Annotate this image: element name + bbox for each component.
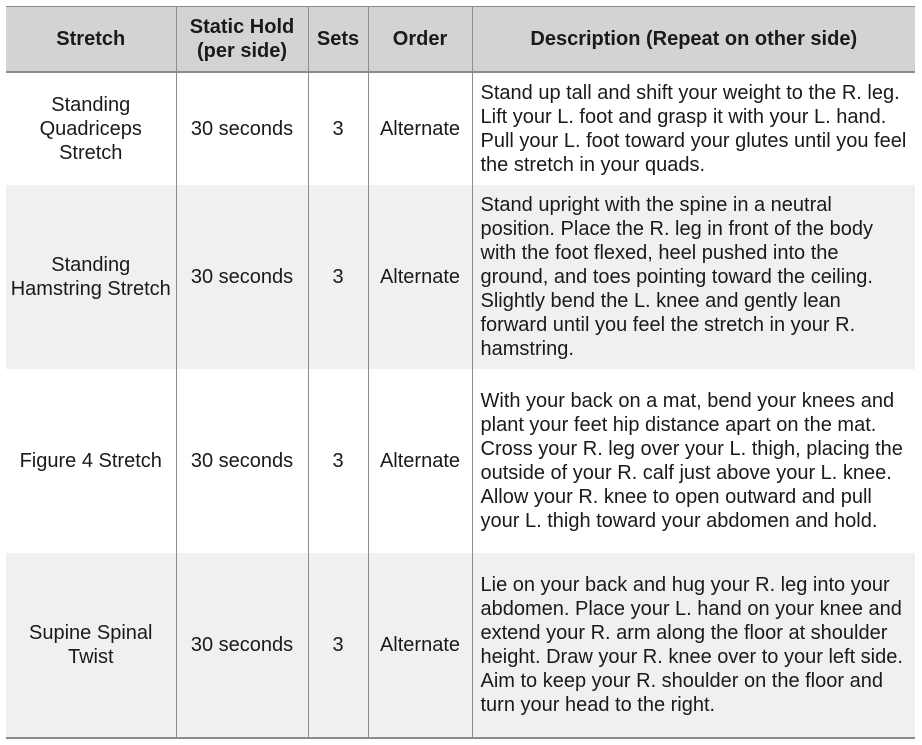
cell-stretch: Standing Hamstring Stretch [6, 185, 176, 369]
table-row [6, 185, 915, 369]
cell-sets: 3 [308, 72, 368, 185]
header-description: Description (Repeat on other side) [472, 7, 915, 73]
stretch-table [6, 6, 915, 739]
cell-sets: 3 [308, 185, 368, 369]
header-order: Order [368, 7, 472, 73]
header-sets: Sets [308, 7, 368, 73]
cell-description: Stand upright with the spine in a neutral position. Place the R. leg in front of the body with the foot flexed, heel pushed into the ground, and toes pointing toward the ceiling. Slightly bend the L. knee and gently lean forward until you feel the stretch in your R. hamstring. [472, 185, 915, 369]
header-static-hold: Static Hold (per side) [176, 7, 308, 73]
cell-description: Stand up tall and shift your weight to the R. leg. Lift your L. foot and grasp it with your L. hand. Pull your L. foot toward your glutes until you feel the stretch in your quads. [472, 72, 915, 185]
cell-static-hold: 30 seconds [176, 369, 308, 553]
table-row [6, 72, 915, 185]
cell-static-hold: 30 seconds [176, 72, 308, 185]
cell-order: Alternate [368, 553, 472, 738]
cell-sets: 3 [308, 553, 368, 738]
cell-order: Alternate [368, 185, 472, 369]
table-row [6, 553, 915, 738]
cell-static-hold: 30 seconds [176, 553, 308, 738]
table-body [6, 72, 915, 738]
cell-sets: 3 [308, 369, 368, 553]
header-row [6, 7, 915, 73]
cell-static-hold: 30 seconds [176, 185, 308, 369]
table-row [6, 369, 915, 553]
cell-stretch: Figure 4 Stretch [6, 369, 176, 553]
cell-description: Lie on your back and hug your R. leg into your abdomen. Place your L. hand on your knee and extend your R. arm along the floor at shoulder height. Draw your R. knee over to your left side. Aim to keep your R. shoulder on the floor and turn your head to the right. [472, 553, 915, 738]
cell-stretch: Supine Spinal Twist [6, 553, 176, 738]
cell-order: Alternate [368, 72, 472, 185]
table-header [6, 7, 915, 73]
cell-order: Alternate [368, 369, 472, 553]
cell-description: With your back on a mat, bend your knees and plant your feet hip distance apart on the mat. Cross your R. leg over your L. thigh, placing the outside of your R. calf just above your L. knee. Allow your R. knee to open outward and pull your L. thigh toward your abdomen and hold. [472, 369, 915, 553]
cell-stretch: Standing Quadriceps Stretch [6, 72, 176, 185]
header-stretch: Stretch [6, 7, 176, 73]
